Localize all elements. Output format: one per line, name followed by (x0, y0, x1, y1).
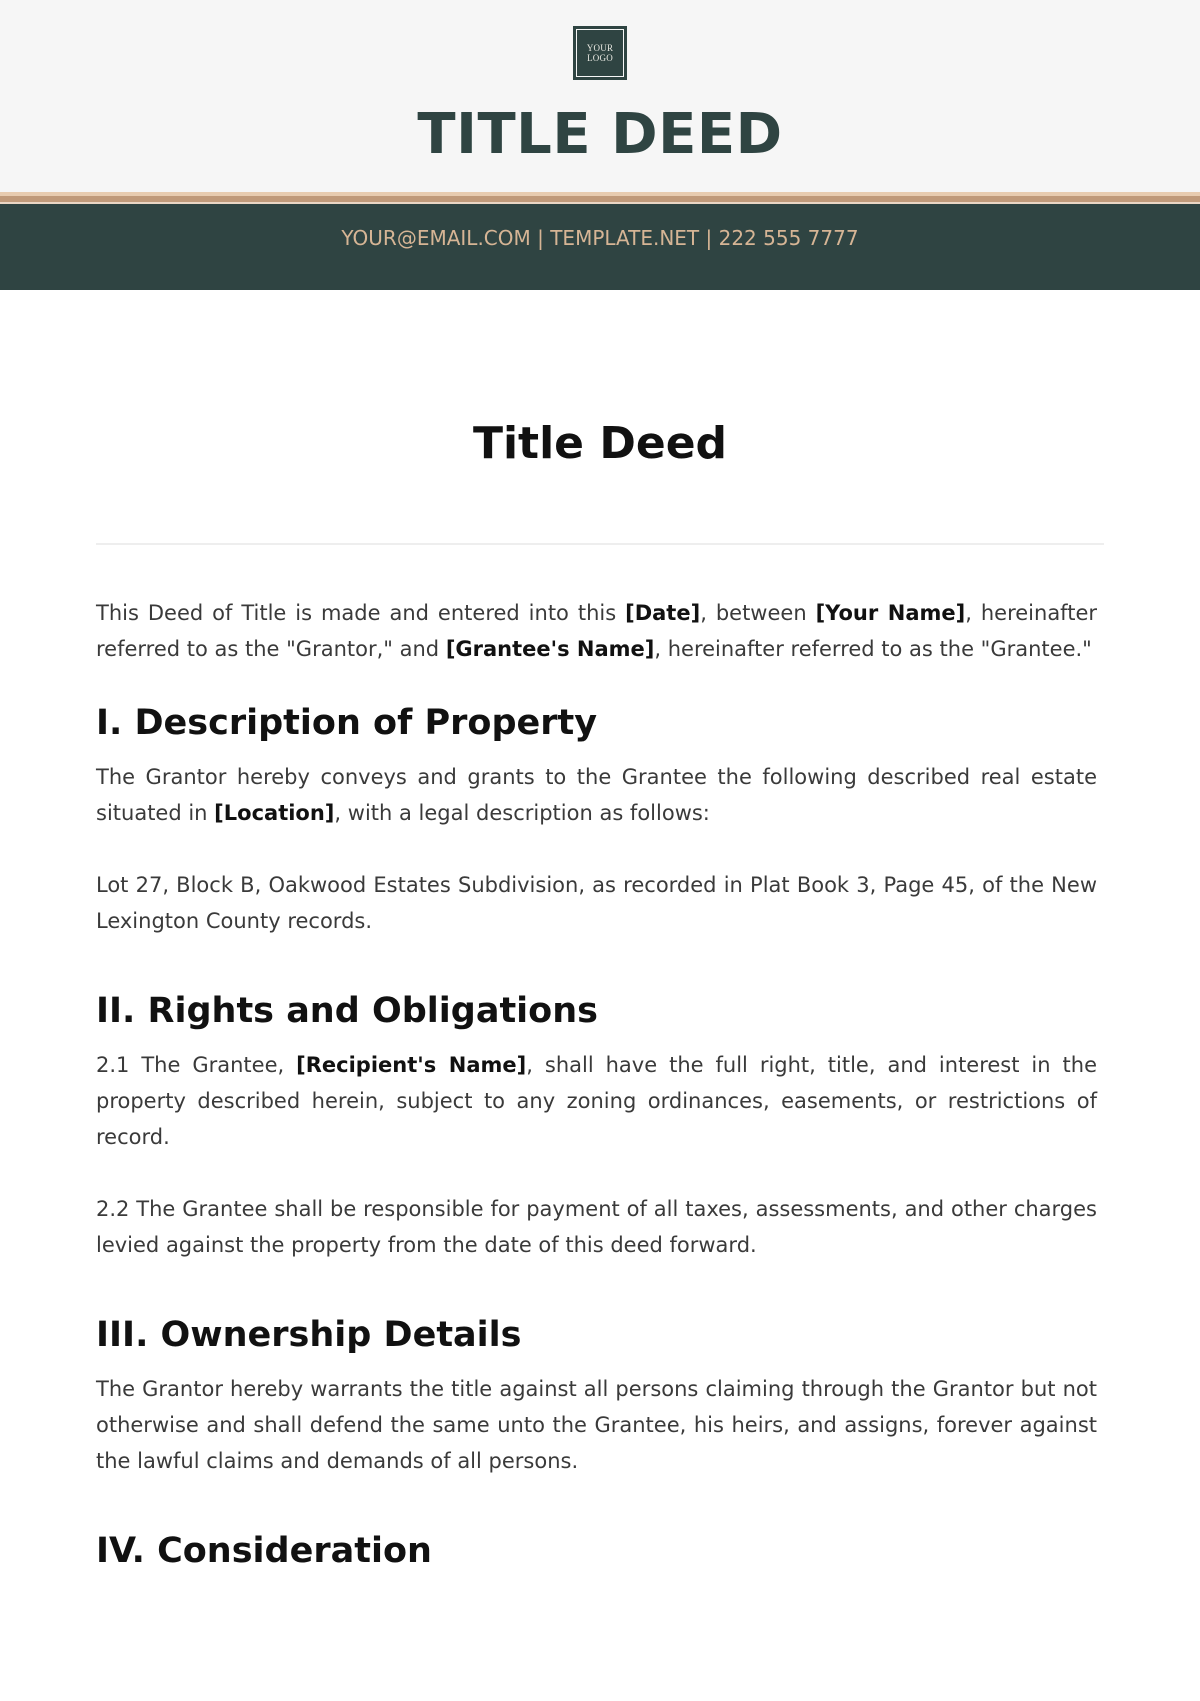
location-placeholder: [Location] (214, 801, 335, 825)
document-header (0, 0, 1200, 192)
document-title: Title Deed (472, 418, 728, 469)
description-paragraph-2: Lot 27, Block B, Oakwood Estates Subdivision, as recorded in Plat Book 3, Page 45, of the New Lexington County records. (96, 873, 1097, 933)
logo-line-1: YOUR (586, 43, 614, 53)
grantee-name-placeholder: [Grantee's Name] (445, 637, 655, 661)
document-content (96, 595, 1097, 1574)
section-heading-description: I. Description of Property (96, 703, 598, 743)
logo-line-2: LOGO (587, 53, 613, 63)
ownership-paragraph: The Grantor hereby warrants the title against all persons claiming through the Grantor but not otherwise and shall defend the same unto the Grantee, his heirs, and assigns, forever against the lawful claims and demands of all persons. (96, 1377, 1097, 1473)
description-paragraph-1: The Grantor hereby conveys and grants to the Grantee the following described real estate situated in [Location], with a legal description as follows: (96, 765, 1097, 825)
section-heading-consideration: IV. Consideration (96, 1531, 432, 1571)
contact-info: YOUR@EMAIL.COM | TEMPLATE.NET | 222 555 7777 (341, 226, 859, 250)
recipient-name-placeholder: [Recipient's Name] (296, 1053, 527, 1077)
section-heading-ownership: III. Ownership Details (96, 1315, 522, 1355)
logo-placeholder (573, 26, 627, 80)
your-name-placeholder: [Your Name] (815, 601, 966, 625)
section-heading-rights: II. Rights and Obligations (96, 991, 598, 1031)
banner-title: TITLE DEED (417, 102, 783, 167)
intro-paragraph: This Deed of Title is made and entered into this [Date], between [Your Name], hereinafter referred to as the "Grantor," and [Grantee's Name], hereinafter referred to as the "Grantee." (96, 601, 1097, 661)
title-divider (96, 543, 1104, 545)
rights-paragraph-2: 2.2 The Grantee shall be responsible for payment of all taxes, assessments, and other charges levied against the property from the date of this deed forward. (96, 1197, 1097, 1257)
rights-paragraph-1: 2.1 The Grantee, [Recipient's Name], shall have the full right, title, and interest in the property described herein, subject to any zoning ordinances, easements, or restrictions of record. (96, 1053, 1097, 1149)
date-placeholder: [Date] (625, 601, 701, 625)
